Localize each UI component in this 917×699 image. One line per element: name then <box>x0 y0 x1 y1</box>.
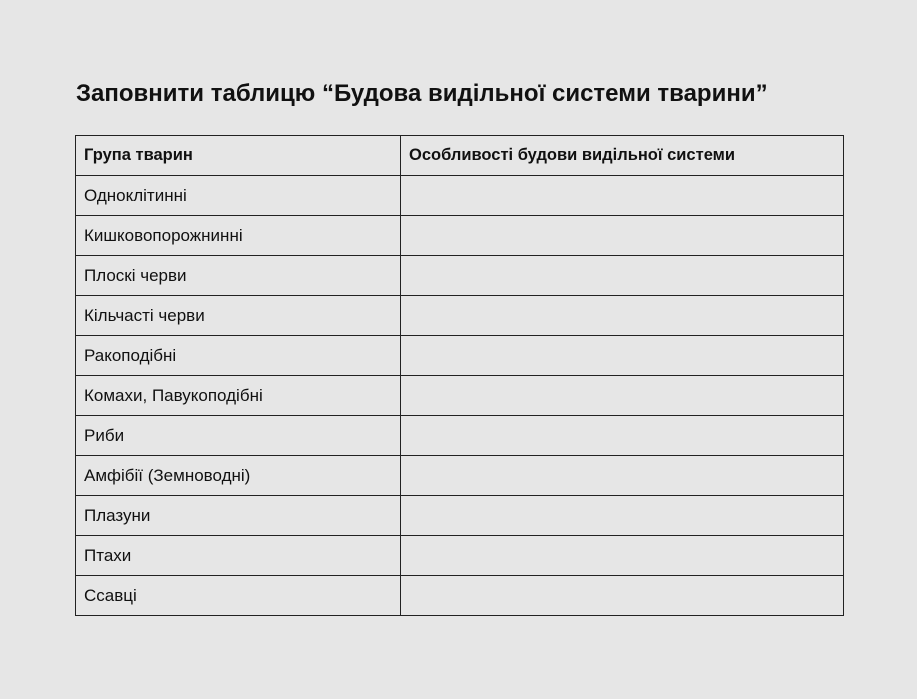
animal-group-cell: Кишковопорожнинні <box>76 216 401 256</box>
animal-group-cell: Одноклітинні <box>76 176 401 216</box>
animal-group-cell: Амфібії (Земноводні) <box>76 456 401 496</box>
table-row <box>76 336 844 376</box>
features-cell[interactable] <box>401 416 844 456</box>
animal-group-cell: Комахи, Павукоподібні <box>76 376 401 416</box>
table-row <box>76 176 844 216</box>
animal-group-cell: Ссавці <box>76 576 401 616</box>
features-cell[interactable] <box>401 456 844 496</box>
animal-group-cell: Плазуни <box>76 496 401 536</box>
animal-excretory-system-table <box>75 135 844 616</box>
animal-group-cell: Ракоподібні <box>76 336 401 376</box>
features-cell[interactable] <box>401 256 844 296</box>
features-cell[interactable] <box>401 576 844 616</box>
features-cell[interactable] <box>401 376 844 416</box>
features-cell[interactable] <box>401 536 844 576</box>
header-animal-group: Група тварин <box>76 136 401 176</box>
features-cell[interactable] <box>401 216 844 256</box>
table-row <box>76 416 844 456</box>
table-row <box>76 216 844 256</box>
animal-group-cell: Плоскі черви <box>76 256 401 296</box>
table-row <box>76 256 844 296</box>
features-cell[interactable] <box>401 296 844 336</box>
animal-group-cell: Риби <box>76 416 401 456</box>
features-cell[interactable] <box>401 176 844 216</box>
table-header-row <box>76 136 844 176</box>
table-row <box>76 296 844 336</box>
table-row <box>76 536 844 576</box>
features-cell[interactable] <box>401 496 844 536</box>
features-cell[interactable] <box>401 336 844 376</box>
table-row <box>76 576 844 616</box>
table-row <box>76 376 844 416</box>
page-title: Заповнити таблицю “Будова видільної системи тварини” <box>76 80 768 107</box>
table-row <box>76 496 844 536</box>
header-excretory-features: Особливості будови видільної системи <box>401 136 844 176</box>
table-row <box>76 456 844 496</box>
animal-group-cell: Птахи <box>76 536 401 576</box>
animal-group-cell: Кільчасті черви <box>76 296 401 336</box>
